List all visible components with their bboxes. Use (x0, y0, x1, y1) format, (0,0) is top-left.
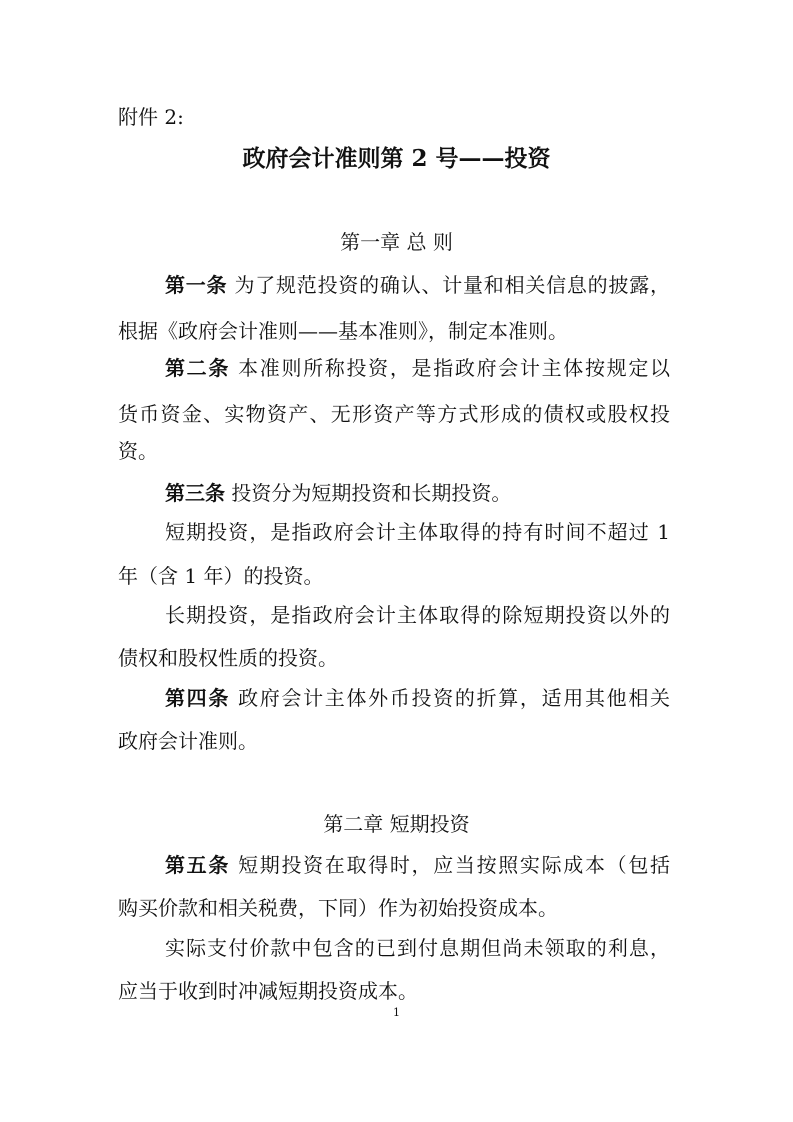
article-text: 本准则所称投资，是指政府会计主体按规定以 (230, 356, 671, 380)
interest-line-1: 实际支付价款中包含的已到付息期但尚未领取的利息， (165, 936, 670, 960)
article-2-line-3: 资。 (118, 439, 158, 463)
attachment-label: 附件 2: (118, 105, 184, 129)
article-head: 第三条 (165, 481, 225, 505)
article-head: 第五条 (165, 853, 231, 877)
article-text: 为了规范投资的确认、计量和相关信息的披露， (227, 273, 671, 297)
article-1-line-1 (165, 272, 670, 298)
short-term-line-2: 年（含 1 年）的投资。 (118, 564, 324, 588)
article-text: 政府会计主体外币投资的折算，适用其他相关 (230, 686, 671, 710)
article-2-line-1 (165, 355, 670, 381)
short-term-line-1: 短期投资，是指政府会计主体取得的持有时间不超过 1 (165, 520, 670, 544)
article-1-line-2: 根据《政府会计准则——基本准则》，制定本准则。 (118, 319, 568, 343)
article-head: 第二条 (165, 356, 231, 380)
page-number: 1 (393, 1006, 400, 1019)
article-text: 短期投资在取得时，应当按照实际成本（包括 (230, 853, 671, 877)
long-term-line-2: 债权和股权性质的投资。 (118, 646, 338, 670)
long-term-line-1: 长期投资，是指政府会计主体取得的除短期投资以外的 (165, 603, 670, 627)
document-title: 政府会计准则第 2 号——投资 (242, 145, 551, 172)
article-text: 投资分为短期投资和长期投资。 (225, 481, 512, 505)
article-4-line-2: 政府会计准则。 (118, 729, 258, 753)
article-5-line-1 (165, 852, 670, 878)
article-4-line-1 (165, 685, 670, 711)
chapter-heading-2: 第二章 短期投资 (323, 812, 470, 836)
article-head: 第一条 (165, 273, 228, 297)
interest-line-2: 应当于收到时冲减短期投资成本。 (118, 979, 418, 1003)
article-5-line-2: 购买价款和相关税费，下同）作为初始投资成本。 (118, 896, 558, 920)
article-3-line-1 (165, 480, 511, 506)
article-2-line-2: 货币资金、实物资产、无形资产等方式形成的债权或股权投 (118, 402, 670, 426)
chapter-heading-1: 第一章 总 则 (340, 230, 453, 254)
article-head: 第四条 (165, 686, 231, 710)
